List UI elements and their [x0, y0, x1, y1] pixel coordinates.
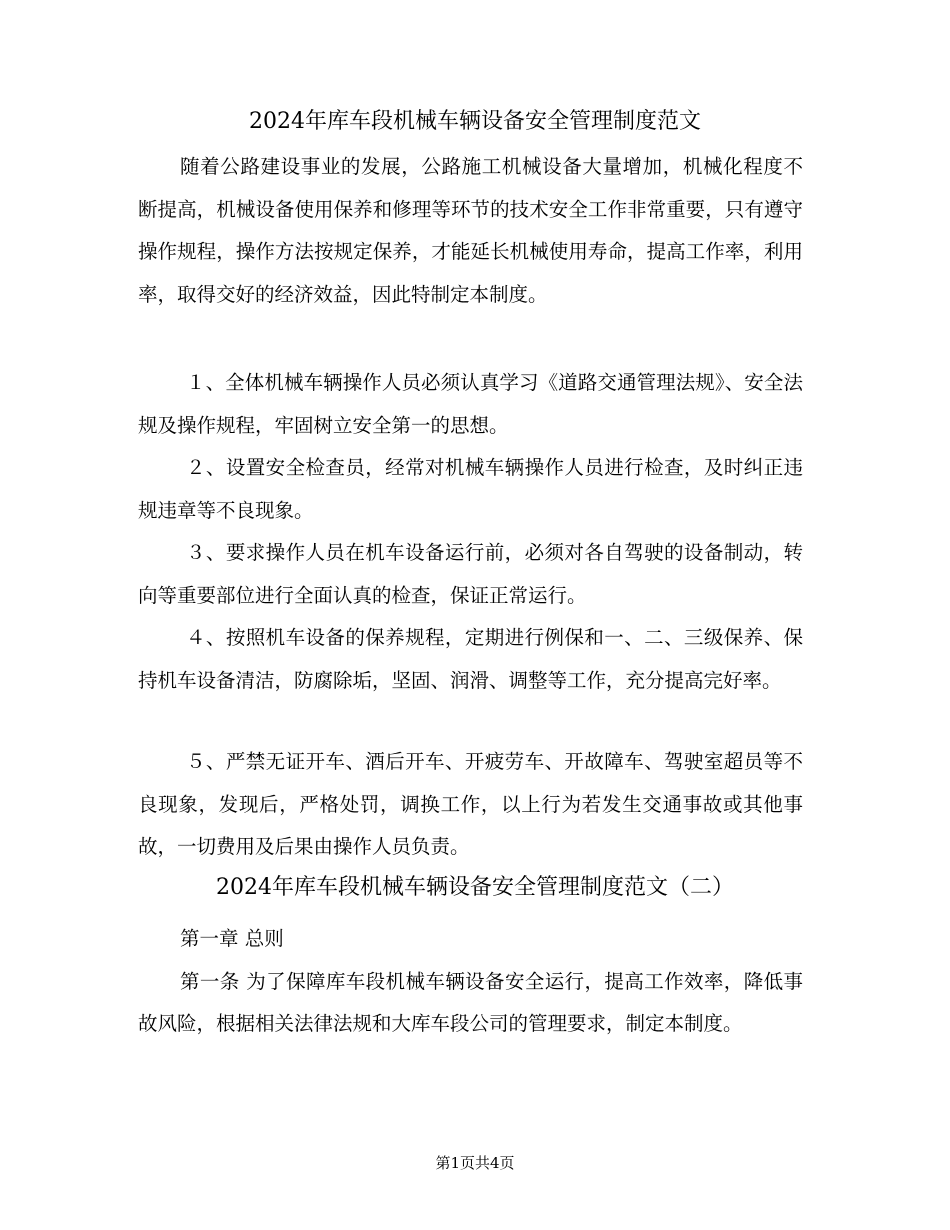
- item-2-block: [138, 447, 803, 532]
- rule-item-3: ３、要求操作人员在机车设备运行前，必须对各自驾驶的设备制动，转向等重要部位进行全面认真的检查，保证正常运行。: [138, 541, 803, 607]
- section-one-body: [138, 146, 803, 316]
- intro-paragraph: 随着公路建设事业的发展，公路施工机械设备大量增加，机械化程度不断提高，机械设备使用保养和修理等环节的技术安全工作非常重要，只有遵守操作规程，操作方法按规定保养，才能延长机械使用寿命，提高工作率，利用率，取得交好的经济效益，因此特制定本制度。: [138, 155, 803, 306]
- document-title: 2024年库车段机械车辆设备安全管理制度范文: [249, 109, 701, 134]
- rule-item-5: ５、严禁无证开车、酒后开车、开疲劳车、开故障车、驾驶室超员等不良现象，发现后，严格处罚，调换工作，以上行为若发生交通事故或其他事故，一切费用及后果由操作人员负责。: [138, 750, 803, 858]
- item-5-block: [138, 741, 803, 869]
- article-1-paragraph: 第一条 为了保障库车段机械车辆设备安全运行，提高工作效率，降低事故风险，根据相关法律法规和大库车段公司的管理要求，制定本制度。: [138, 969, 803, 1035]
- section-two-body: [138, 918, 803, 1046]
- second-title: 2024年库车段机械车辆设备安全管理制度范文（二）: [216, 875, 734, 900]
- rule-item-1: １、全体机械车辆操作人员必须认真学习《道路交通管理法规》、安全法规及操作规程，牢固树立安全第一的思想。: [138, 371, 803, 437]
- item-4-block: [138, 617, 803, 702]
- page-number: 第1页共4页: [435, 1154, 515, 1172]
- rule-item-2: ２、设置安全检查员，经常对机械车辆操作人员进行检查，及时纠正违规违章等不良现象。: [138, 456, 803, 522]
- chapter-heading: 第一章 总则: [180, 927, 284, 950]
- item-3-block: [138, 532, 803, 617]
- rule-item-4: ４、按照机车设备的保养规程，定期进行例保和一、二、三级保养、保持机车设备清洁，防腐除垢，坚固、润滑、调整等工作，充分提高完好率。: [138, 626, 803, 692]
- item-1-block: [138, 362, 803, 447]
